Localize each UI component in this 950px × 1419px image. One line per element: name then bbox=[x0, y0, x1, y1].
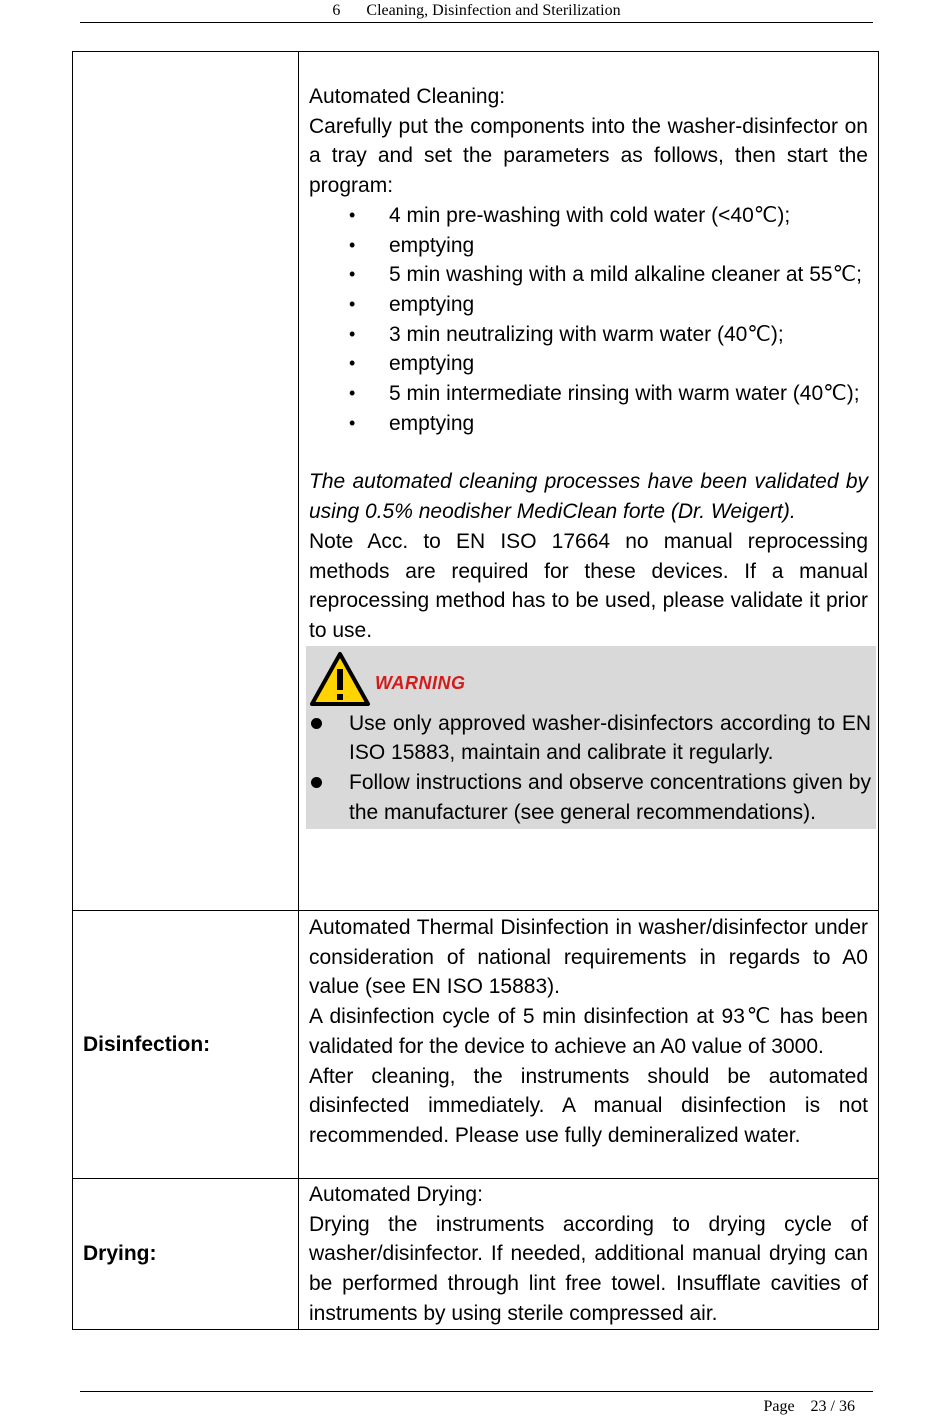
table-row-cleaning bbox=[73, 52, 879, 911]
drying-heading: Automated Drying: bbox=[309, 1183, 483, 1206]
table-row-disinfection bbox=[73, 911, 879, 1179]
bullet-icon bbox=[311, 718, 322, 729]
row-label-empty bbox=[73, 52, 299, 911]
list-item: • emptying bbox=[309, 349, 868, 379]
list-item: • 5 min washing with a mild alkaline cleaner at 55℃; bbox=[309, 260, 868, 290]
cleaning-cell bbox=[299, 52, 879, 911]
list-item: Use only approved washer-disinfectors according to EN ISO 15883, maintain and calibrate it regularly. bbox=[309, 709, 871, 768]
list-item: • 3 min neutralizing with warm water (40℃); bbox=[309, 320, 868, 350]
list-item: • 5 min intermediate rinsing with warm water (40℃); bbox=[309, 379, 868, 409]
disinfection-label: Disinfection: bbox=[73, 911, 299, 1179]
list-item: • 4 min pre-washing with cold water (<40℃); bbox=[309, 201, 868, 231]
bullet-icon: • bbox=[349, 293, 356, 314]
bullet-icon: • bbox=[349, 353, 356, 374]
bullet-icon: • bbox=[349, 204, 356, 225]
validation-note: The automated cleaning processes have been validated by using 0.5% neodisher MediClean forte (Dr. Weigert). bbox=[309, 470, 868, 524]
bullet-icon: • bbox=[349, 383, 356, 404]
iso-note: Note Acc. to EN ISO 17664 no manual reprocessing methods are required for these devices. If a manual reprocessing method has to be used, please validate it prior to use. bbox=[309, 529, 868, 642]
cleaning-heading: Automated Cleaning: bbox=[309, 85, 506, 108]
drying-text: Drying the instruments according to drying cycle of washer/disinfector. If needed, additional manual drying can be performed through lint free towel. Insufflate cavities of instruments by using sterile compressed air. bbox=[309, 1212, 868, 1325]
warning-triangle-icon bbox=[309, 651, 371, 707]
cleaning-steps-list bbox=[309, 201, 868, 439]
disinfection-cell bbox=[299, 911, 879, 1179]
reprocessing-table bbox=[72, 51, 879, 1330]
disinfection-paragraph: A disinfection cycle of 5 min disinfection at 93℃ has been validated for the device to achieve an A0 value of 3000. bbox=[309, 1005, 868, 1058]
page-header bbox=[80, 0, 873, 23]
list-item: • emptying bbox=[309, 409, 868, 439]
page-label: Page bbox=[763, 1398, 795, 1415]
table-row-drying bbox=[73, 1179, 879, 1330]
section-number: 6 bbox=[332, 2, 341, 19]
disinfection-paragraph: After cleaning, the instruments should be automated disinfected immediately. A manual disinfection is not recommended. Please use fully demineralized water. bbox=[309, 1064, 868, 1147]
list-item: Follow instructions and observe concentrations given by the manufacturer (see general recommendations). bbox=[309, 768, 871, 827]
list-item: • emptying bbox=[309, 231, 868, 261]
section-title: Cleaning, Disinfection and Sterilization bbox=[366, 2, 621, 19]
bullet-icon: • bbox=[349, 323, 356, 344]
cleaning-intro: Carefully put the components into the washer-disinfector on a tray and set the parameters as follows, then start the program: bbox=[309, 114, 868, 198]
warning-list bbox=[309, 709, 871, 828]
bullet-icon: • bbox=[349, 234, 356, 255]
bullet-icon bbox=[311, 777, 322, 788]
disinfection-paragraph: Automated Thermal Disinfection in washer/disinfector under consideration of national requirements in regards to A0 value (see EN ISO 15883). bbox=[309, 916, 868, 999]
drying-label: Drying: bbox=[73, 1179, 299, 1330]
drying-cell bbox=[299, 1179, 879, 1330]
warning-header bbox=[309, 649, 871, 709]
list-item: • emptying bbox=[309, 290, 868, 320]
page-footer bbox=[80, 1391, 873, 1416]
page-number: 23 / 36 bbox=[810, 1398, 855, 1415]
warning-label: WARNING bbox=[375, 673, 466, 694]
bullet-icon: • bbox=[349, 264, 356, 285]
bullet-icon: • bbox=[349, 412, 356, 433]
warning-box bbox=[306, 646, 876, 830]
